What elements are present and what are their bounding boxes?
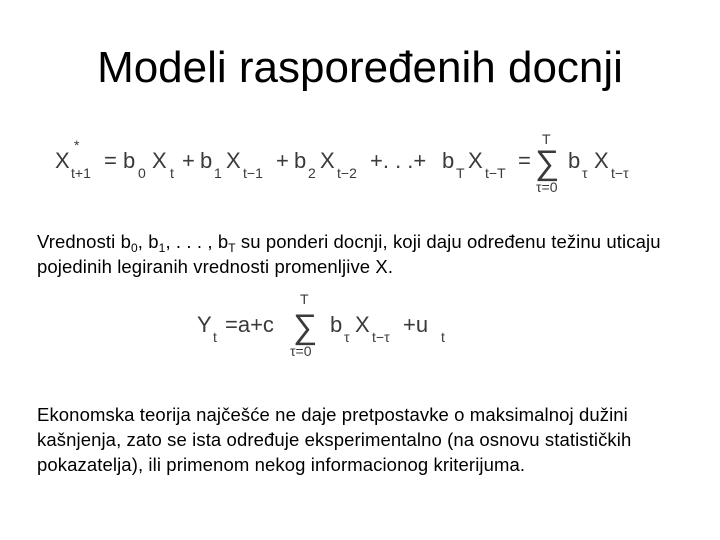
eq1-equals: = bbox=[104, 148, 117, 173]
eq1-xtau: X bbox=[594, 148, 609, 173]
eq2-sum-lower: τ=0 bbox=[290, 343, 312, 359]
eq1-x2: X bbox=[320, 148, 335, 173]
eq2-eq-ac: =a+c bbox=[225, 312, 274, 337]
eq1-sub-tau: τ bbox=[582, 165, 588, 181]
eq1-b1: b bbox=[200, 148, 213, 173]
eq2-x: X bbox=[355, 312, 370, 337]
equation-expected-value bbox=[50, 130, 680, 200]
eq1-dots: +. . .+ bbox=[370, 148, 427, 173]
eq1-sub-tmtau: t−τ bbox=[611, 165, 629, 181]
eq1-plus2: + bbox=[276, 148, 289, 173]
eq1-sub-0: 0 bbox=[138, 165, 146, 181]
eq1-sub-t: t bbox=[170, 165, 174, 181]
eq1-b2: b bbox=[294, 148, 307, 173]
eq1-xT: X bbox=[468, 148, 483, 173]
eq2-y: Y bbox=[197, 312, 212, 337]
eq1-sub-2: 2 bbox=[308, 165, 316, 181]
eq2-plus-u: +u bbox=[403, 312, 429, 337]
slide-title: Modeli raspoređenih docnji bbox=[97, 43, 623, 92]
eq2-sigma-icon: ∑ bbox=[293, 308, 318, 346]
eq1-sub-1: 1 bbox=[214, 165, 222, 181]
eq1-btau: b bbox=[568, 148, 581, 173]
eq1-x1: X bbox=[226, 148, 241, 173]
eq2-sub-tmtau: t−τ bbox=[372, 329, 390, 345]
eq1-sub-tm2: t−2 bbox=[337, 165, 357, 181]
eq1-sub-tmT: t−T bbox=[485, 165, 506, 181]
paragraph-theory: Ekonomska teorija najčešće ne daje pretpostavke o maksimalnoj dužini kašnjenja, zato se ista određuje eksperimentalno (na osnovu statističkih pokazatelja), ili primenom nekog informacionog kriterijuma. bbox=[37, 404, 632, 475]
equation-distributed-lag bbox=[195, 288, 475, 362]
eq1-b0: b bbox=[123, 148, 136, 173]
eq1-sub-tm1: t−1 bbox=[243, 165, 263, 181]
eq2-sum-upper: T bbox=[300, 291, 309, 307]
eq1-bT: b bbox=[442, 148, 455, 173]
eq1-sum-lower: τ=0 bbox=[536, 179, 558, 195]
eq1-x: X bbox=[55, 148, 70, 173]
eq1-sub-t1: t+1 bbox=[71, 165, 91, 181]
eq1-sub-T: T bbox=[456, 165, 465, 181]
eq1-sigma-icon: ∑ bbox=[535, 144, 560, 182]
eq2-b: b bbox=[330, 312, 343, 337]
eq2-sub-t2: t bbox=[441, 329, 445, 345]
paragraph-weights: Vrednosti $b_0$, $b_1$, . . . , $b_T$ su ponderi docnji, koji daju određenu težinu uticaju pojedinih legiranih vrednosti promenljive X. bbox=[37, 231, 661, 277]
eq1-equals2: = bbox=[518, 148, 531, 173]
eq1-star: * bbox=[74, 137, 80, 153]
eq1-x0: X bbox=[152, 148, 167, 173]
eq2-sub-tau: τ bbox=[344, 329, 350, 345]
eq2-sub-t: t bbox=[213, 329, 217, 345]
eq1-plus1: + bbox=[182, 148, 195, 173]
eq1-sum-upper: T bbox=[542, 131, 551, 147]
